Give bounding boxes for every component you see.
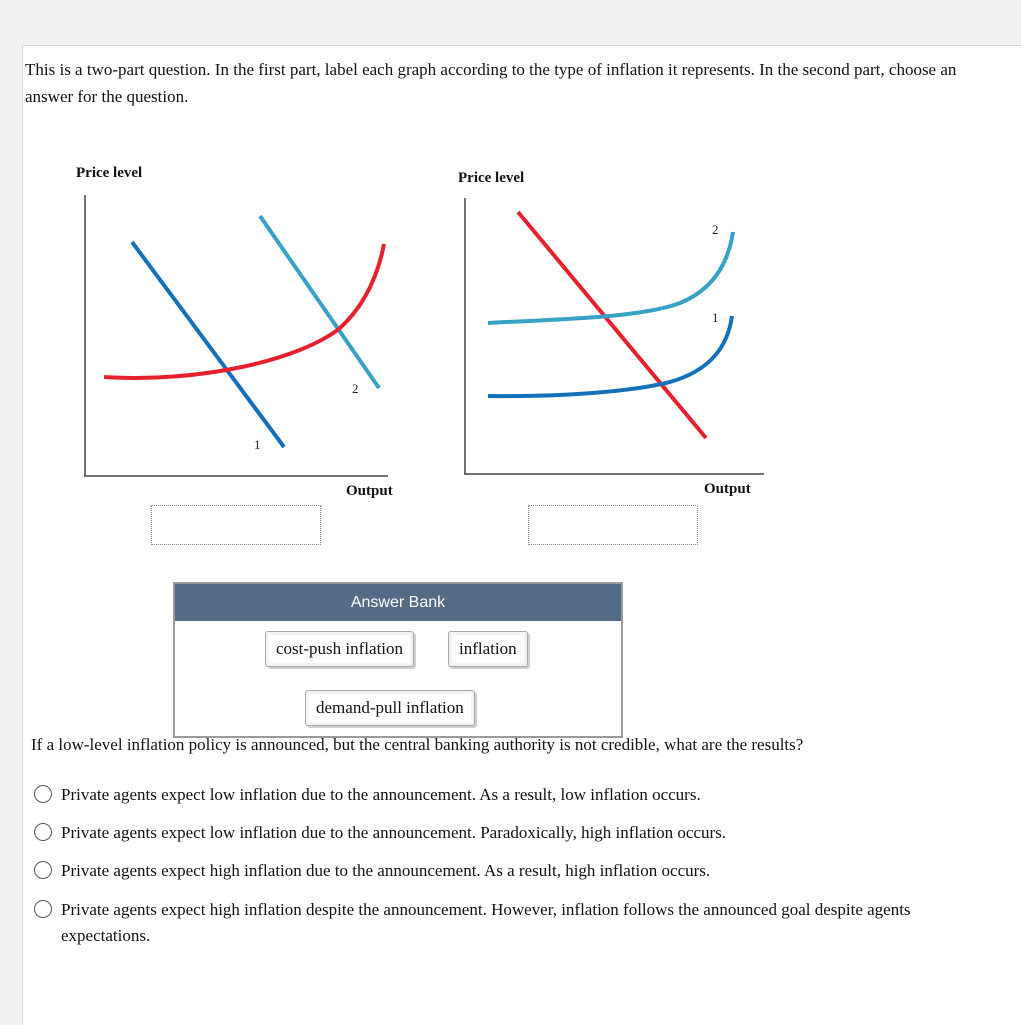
answer-chip-cost-push-inflation[interactable]: cost-push inflation (265, 631, 414, 667)
instructions-text: This is a two-part question. In the first part, label each graph according to the type of inflation it represents. In the second part, choose an answer for the question. (25, 60, 957, 106)
choice-label: Private agents expect low inflation due to the announcement. As a result, low inflation occurs. (61, 785, 701, 804)
choice-label: Private agents expect high inflation despite the announcement. However, inflation follows the announced goal despite agents expectations. (61, 900, 911, 945)
answer-bank-title: Answer Bank (175, 584, 621, 621)
answer-chip-demand-pull-inflation[interactable]: demand-pull inflation (305, 690, 475, 726)
choice-option-3[interactable] (34, 858, 964, 884)
curve-red-line (518, 212, 706, 438)
y-axis-title: Price level (458, 170, 525, 186)
choice-label: Private agents expect low inflation due to the announcement. Paradoxically, high inflation occurs. (61, 823, 727, 842)
curve-label-2: 2 (712, 222, 719, 237)
x-axis-title: Output (704, 481, 751, 497)
answer-chip-inflation[interactable]: inflation (448, 631, 528, 667)
x-axis-title: Output (346, 483, 393, 499)
curve-2-line (488, 232, 733, 323)
question-text: If a low-level inflation policy is announced, but the central banking authority is not credible, what are the results? (31, 735, 804, 754)
curve-label-1: 1 (254, 437, 261, 452)
answer-bank (173, 582, 623, 738)
choice-option-2[interactable] (34, 820, 964, 846)
choice-label: Private agents expect high inflation due to the announcement. As a result, high inflation occurs. (61, 861, 711, 880)
choice-option-1[interactable] (34, 782, 964, 808)
curve-label-1: 1 (712, 310, 719, 325)
radio-button[interactable] (34, 900, 52, 918)
choice-option-4[interactable] (34, 897, 964, 949)
y-axis-title: Price level (76, 165, 143, 181)
radio-button[interactable] (34, 785, 52, 803)
radio-button[interactable] (34, 823, 52, 841)
radio-button[interactable] (34, 861, 52, 879)
curve-1-line (488, 316, 732, 396)
graph-2-label-dropzone[interactable] (528, 505, 698, 545)
curve-label-2: 2 (352, 381, 359, 396)
